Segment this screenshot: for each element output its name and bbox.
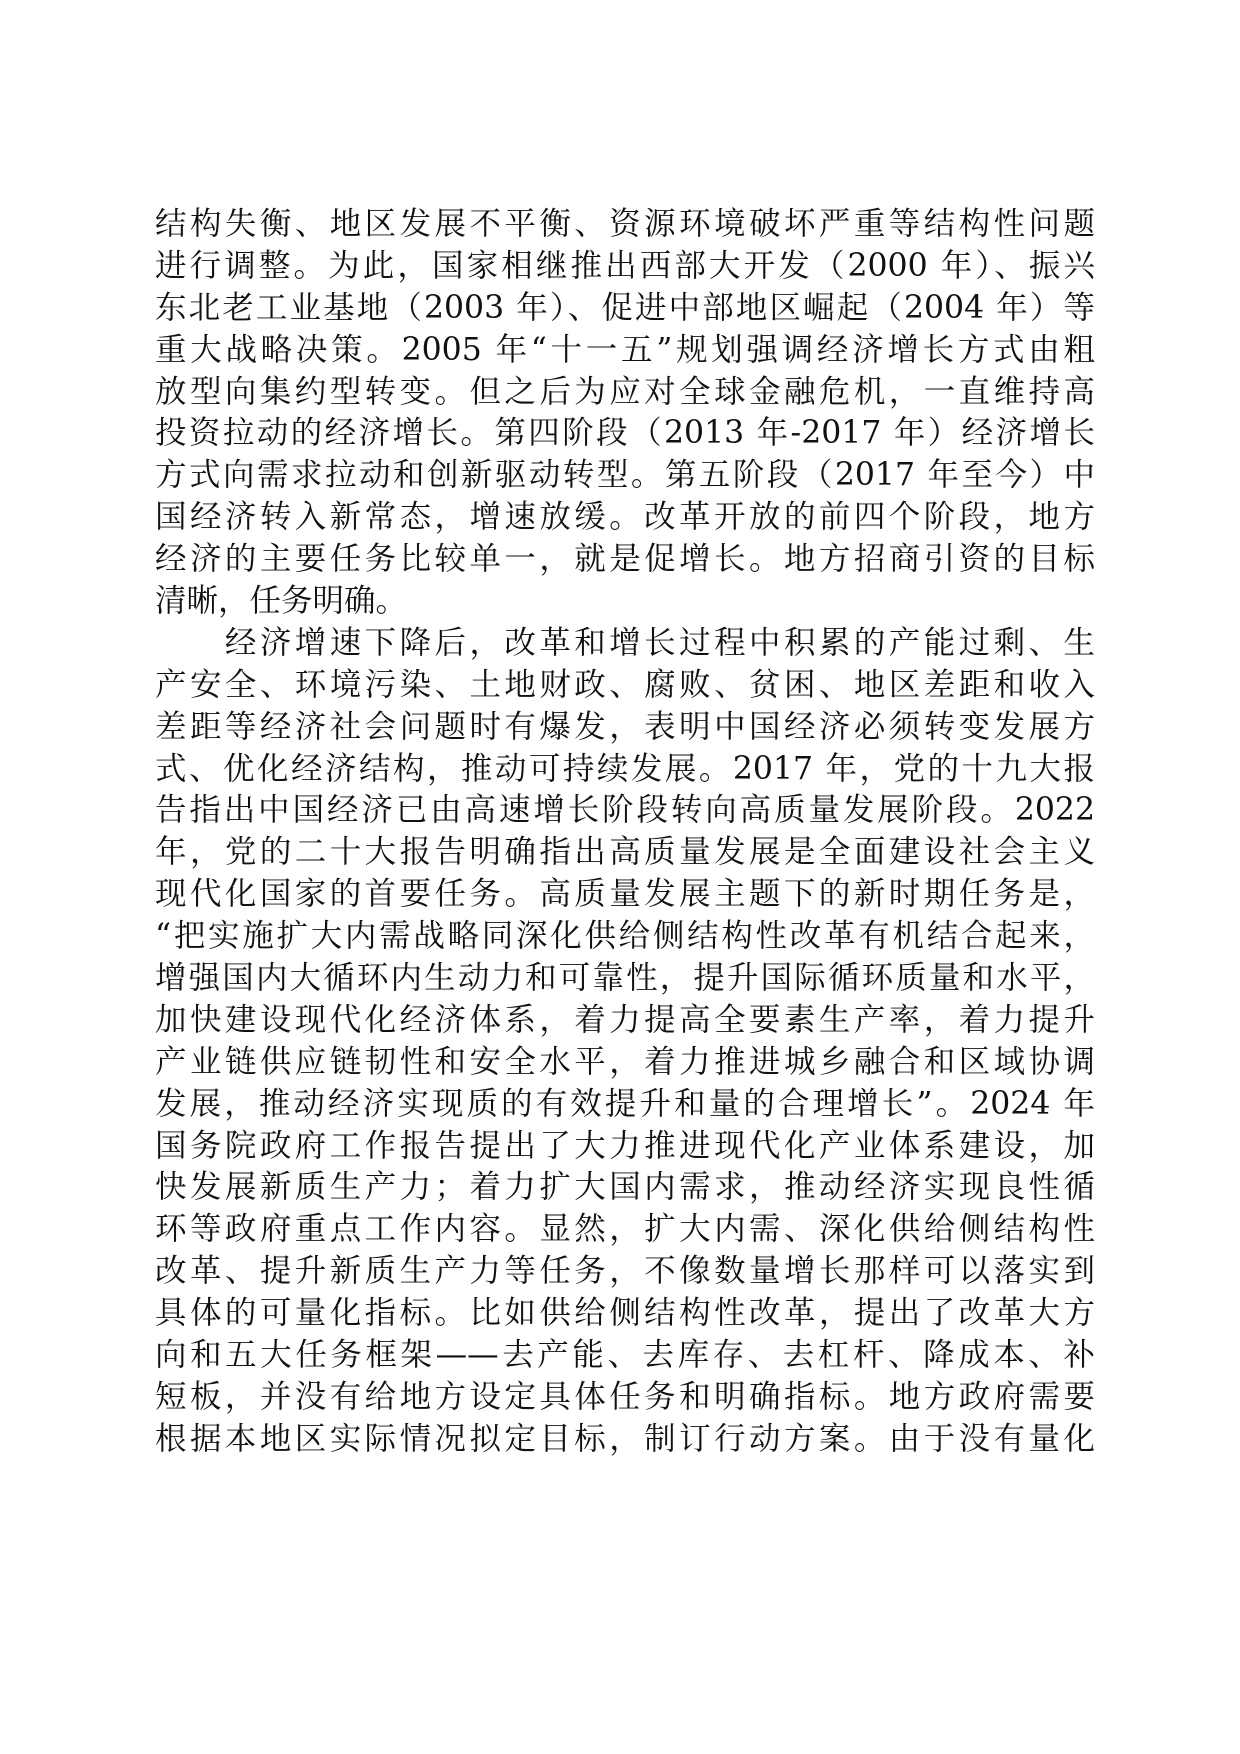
text-line: 短板，并没有给地方设定具体任务和明确指标。地方政府需要 [155, 1378, 1095, 1415]
text-line: 年，党的二十大报告明确指出高质量发展是全面建设社会主义 [155, 834, 1095, 871]
text-line: 产业链供应链韧性和安全水平，着力推进城乡融合和区域协调 [155, 1043, 1095, 1080]
text-line: 方式向需求拉动和创新驱动转型。第五阶段（2017 年至今）中 [155, 457, 1095, 494]
text-line: 根据本地区实际情况拟定目标，制订行动方案。由于没有量化 [155, 1420, 1095, 1457]
text-line: 加快建设现代化经济体系，着力提高全要素生产率，着力提升 [155, 1001, 1095, 1038]
text-line: 增强国内大循环内生动力和可靠性，提升国际循环质量和水平， [155, 960, 1095, 997]
text-line: 差距等经济社会问题时有爆发，表明中国经济必须转变发展方 [155, 708, 1095, 745]
text-line: 快发展新质生产力；着力扩大国内需求，推动经济实现良性循 [155, 1169, 1095, 1206]
text-line: 东北老工业基地（2003 年）、促进中部地区崛起（2004 年）等 [155, 289, 1095, 326]
text-line: 发展，推动经济实现质的有效提升和量的合理增长”。2024 年 [155, 1085, 1095, 1122]
text-line: 具体的可量化指标。比如供给侧结构性改革，提出了改革大方 [155, 1295, 1095, 1332]
text-line: 现代化国家的首要任务。高质量发展主题下的新时期任务是， [155, 876, 1095, 913]
text-line: 环等政府重点工作内容。显然，扩大内需、深化供给侧结构性 [155, 1211, 1095, 1248]
text-line: 式、优化经济结构，推动可持续发展。2017 年，党的十九大报 [155, 750, 1095, 787]
text-line: 向和五大任务框架——去产能、去库存、去杠杆、降成本、补 [155, 1337, 1095, 1374]
text-line: 进行调整。为此，国家相继推出西部大开发（2000 年）、振兴 [155, 247, 1095, 284]
text-line: 告指出中国经济已由高速增长阶段转向高质量发展阶段。2022 [155, 792, 1095, 829]
text-line: 清晰，任务明确。 [155, 583, 408, 620]
body-text [155, 204, 1095, 1461]
text-line: “把实施扩大内需战略同深化供给侧结构性改革有机结合起来， [155, 918, 1095, 955]
text-line: 结构失衡、地区发展不平衡、资源环境破坏严重等结构性问题 [155, 206, 1095, 242]
text-line: 投资拉动的经济增长。第四阶段（2013 年-2017 年）经济增长 [155, 415, 1095, 452]
text-line: 产安全、环境污染、土地财政、腐败、贫困、地区差距和收入 [155, 666, 1095, 703]
text-line: 经济增速下降后，改革和增长过程中积累的产能过剩、生 [155, 624, 1095, 661]
text-line: 国经济转入新常态，增速放缓。改革开放的前四个阶段，地方 [155, 499, 1095, 536]
text-line: 重大战略决策。2005 年“十一五”规划强调经济增长方式由粗 [155, 331, 1095, 368]
text-line: 经济的主要任务比较单一，就是促增长。地方招商引资的目标 [155, 541, 1095, 578]
text-line: 改革、提升新质生产力等任务，不像数量增长那样可以落实到 [155, 1253, 1095, 1290]
text-line: 国务院政府工作报告提出了大力推进现代化产业体系建设，加 [155, 1127, 1095, 1164]
text-line: 放型向集约型转变。但之后为应对全球金融危机，一直维持高 [155, 373, 1095, 410]
